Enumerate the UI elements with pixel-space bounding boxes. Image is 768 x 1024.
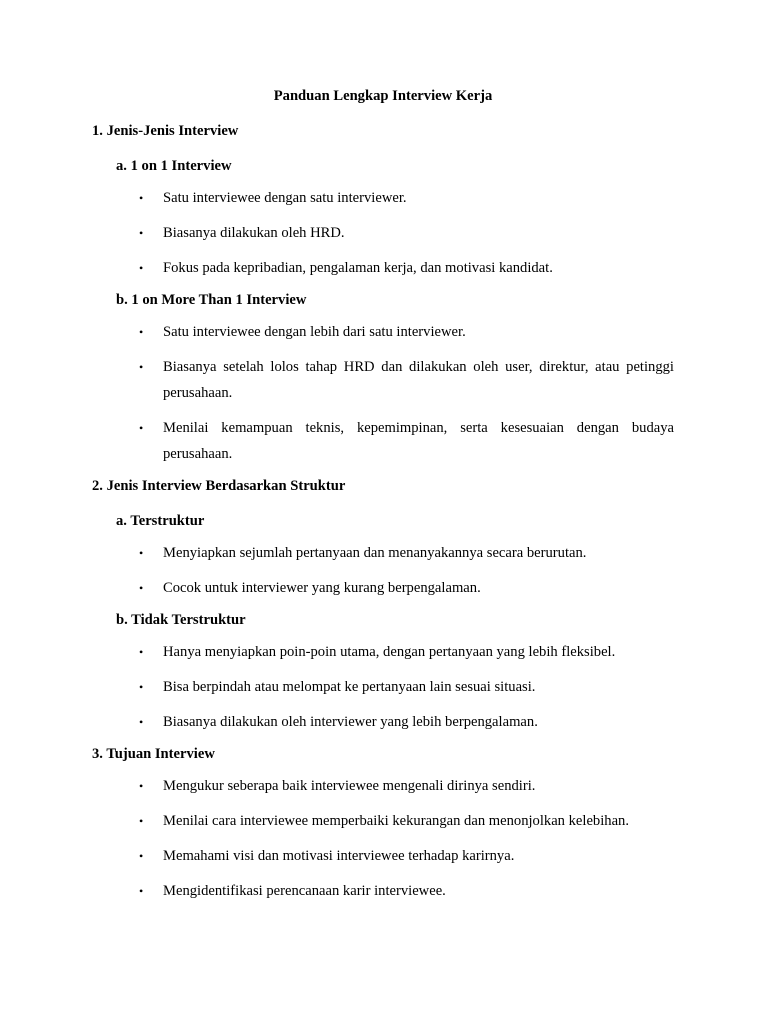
list-item-text: Mengidentifikasi perencanaan karir interviewee. — [163, 883, 446, 899]
bullet-icon: • — [139, 226, 144, 240]
subsection-heading-1onmore: b. 1 on More Than 1 Interview — [116, 292, 307, 308]
list-item-text: Satu interviewee dengan lebih dari satu interviewer. — [163, 324, 466, 340]
list-item-text: Biasanya dilakukan oleh interviewer yang lebih berpengalaman. — [163, 714, 538, 730]
section-heading-jenis-interview: 1. Jenis-Jenis Interview — [92, 123, 239, 139]
bullet-icon: • — [139, 680, 144, 694]
subsection-heading-1on1: a. 1 on 1 Interview — [116, 158, 232, 174]
list-item-text: Cocok untuk interviewer yang kurang berpengalaman. — [163, 580, 481, 596]
bullet-icon: • — [139, 814, 144, 828]
list-item-text: Biasanya dilakukan oleh HRD. — [163, 225, 345, 241]
list-item — [92, 773, 674, 799]
bullet-icon: • — [139, 849, 144, 863]
section-heading-tujuan: 3. Tujuan Interview — [92, 746, 215, 762]
bullet-icon: • — [139, 884, 144, 898]
list-item-text: Menilai cara interviewee memperbaiki kekurangan dan menonjolkan kelebihan. — [163, 813, 630, 829]
bullet-icon: • — [139, 645, 144, 659]
bullet-list-1on1 — [92, 185, 674, 281]
list-item-text: Bisa berpindah atau melompat ke pertanyaan lain sesuai situasi. — [163, 679, 536, 695]
document-title: Panduan Lengkap Interview Kerja — [273, 88, 493, 104]
bullet-icon: • — [139, 360, 144, 374]
subsection-heading-terstruktur: a. Terstruktur — [116, 513, 205, 529]
list-item-text: Hanya menyiapkan poin-poin utama, dengan pertanyaan yang lebih fleksibel. — [163, 644, 616, 660]
subsection-heading-tidak-terstruktur: b. Tidak Terstruktur — [116, 612, 246, 628]
bullet-icon: • — [139, 581, 144, 595]
list-item — [92, 185, 674, 211]
list-item — [92, 319, 674, 345]
list-item — [92, 575, 674, 601]
list-item-text: Mengukur seberapa baik interviewee mengenali dirinya sendiri. — [163, 778, 536, 794]
list-item-text: Memahami visi dan motivasi interviewee terhadap karirnya. — [163, 848, 515, 864]
bullet-list-tujuan — [92, 773, 674, 904]
list-item-text: Satu interviewee dengan satu interviewer. — [163, 190, 407, 206]
document-page — [92, 86, 674, 904]
list-item-text: Menyiapkan sejumlah pertanyaan dan menanyakannya secara berurutan. — [163, 545, 587, 561]
list-item — [92, 354, 674, 406]
bullet-icon: • — [139, 779, 144, 793]
list-item — [92, 639, 674, 665]
list-item-text: Menilai kemampuan teknis, kepemimpinan, serta kesesuaian dengan budaya perusahaan. — [163, 420, 674, 462]
list-item — [92, 878, 674, 904]
bullet-icon: • — [139, 325, 144, 339]
list-item-text: Biasanya setelah lolos tahap HRD dan dilakukan oleh user, direktur, atau petinggi perusahaan. — [163, 359, 674, 401]
list-item — [92, 709, 674, 735]
bullet-icon: • — [139, 715, 144, 729]
bullet-list-terstruktur — [92, 540, 674, 601]
bullet-list-tidak-terstruktur — [92, 639, 674, 735]
list-item — [92, 415, 674, 467]
bullet-icon: • — [139, 261, 144, 275]
list-item — [92, 808, 674, 834]
bullet-list-1onmore — [92, 319, 674, 467]
list-item — [92, 540, 674, 566]
bullet-icon: • — [139, 191, 144, 205]
section-heading-struktur: 2. Jenis Interview Berdasarkan Struktur — [92, 478, 346, 494]
list-item-text: Fokus pada kepribadian, pengalaman kerja, dan motivasi kandidat. — [163, 260, 553, 276]
list-item — [92, 220, 674, 246]
bullet-icon: • — [139, 421, 144, 435]
list-item — [92, 255, 674, 281]
list-item — [92, 674, 674, 700]
list-item — [92, 843, 674, 869]
bullet-icon: • — [139, 546, 144, 560]
